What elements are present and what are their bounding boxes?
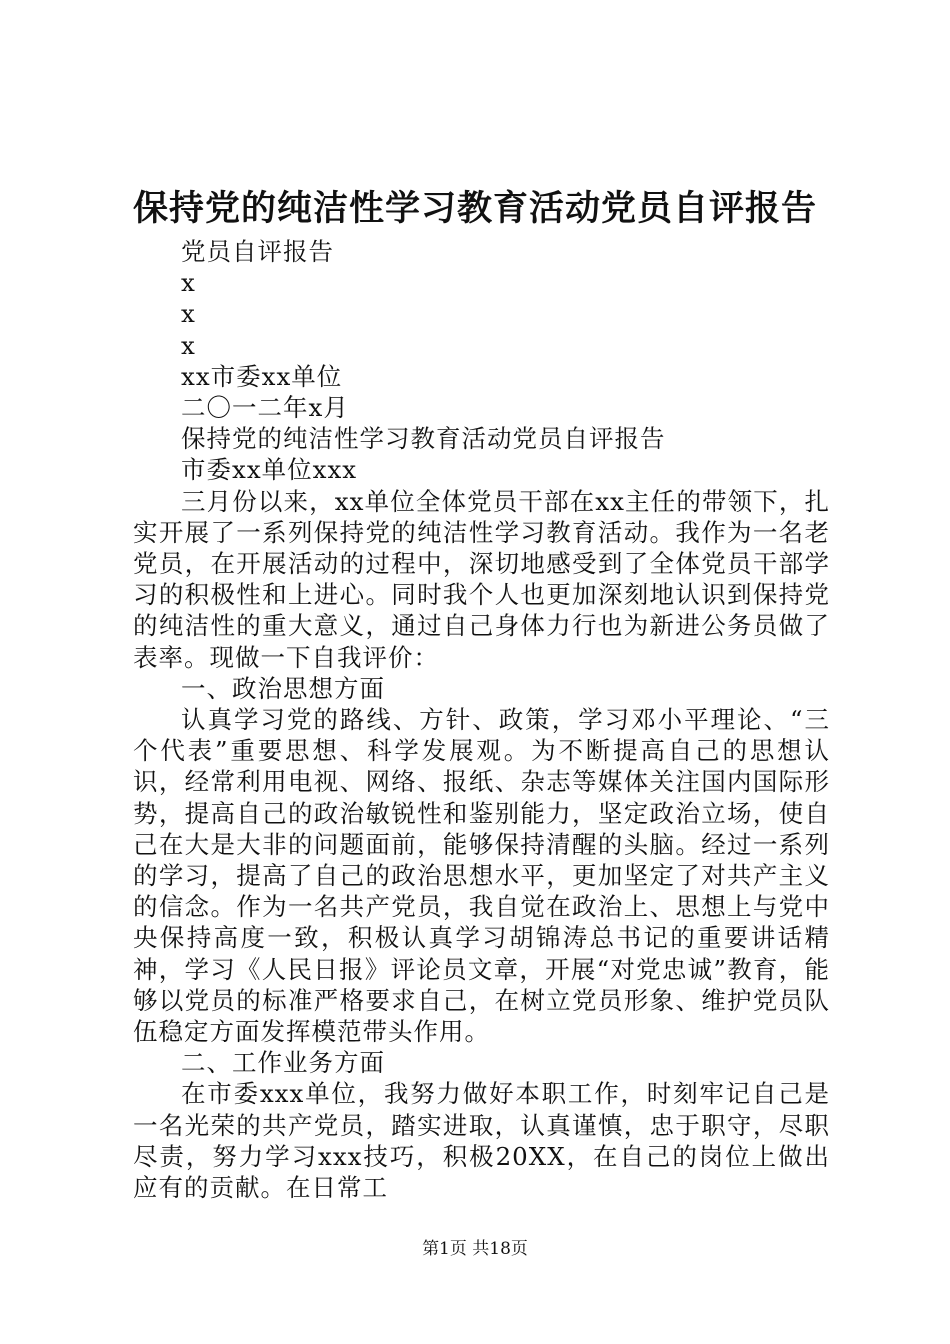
header-line-placeholder: x [181,268,196,298]
section-heading-work: 二、工作业务方面 [181,1048,385,1078]
header-line-subtitle: 保持党的纯洁性学习教育活动党员自评报告 [181,424,666,454]
section-paragraph-work: 在市委xxx单位，我努力做好本职工作，时刻牢记自己是一名光荣的共产党员，踏实进取，认真谨慎，忠于职守，尽职尽责，努力学习xxx技巧，积极20XX，在自己的岗位上做出应有的贡献。在日常工 [133,1079,830,1203]
document-body [133,236,830,1203]
header-line-placeholder: x [181,330,196,360]
document-title: 保持党的纯洁性学习教育活动党员自评报告 [132,188,817,229]
section-heading-political: 一、政治思想方面 [181,673,385,703]
header-line-placeholder: x [181,299,196,329]
header-line-author: 市委xx单位xxx [181,455,358,485]
section-paragraph-political: 认真学习党的路线、方针、政策，学习邓小平理论、“三个代表”重要思想、科学发展观。为不断提高自己的思想认识，经常利用电视、网络、报纸、杂志等媒体关注国内国际形势，提高自己的政治敏锐性和鉴别能力，坚定政治立场，使自己在大是大非的问题面前，能够保持清醒的头脑。经过一系列的学习，提高了自己的政治思想水平，更加坚定了对共产主义的信念。作为一名共产党员，我自觉在政治上、思想上与党中央保持高度一致，积极认真学习胡锦涛总书记的重要讲话精神，学习《人民日报》评论员文章，开展“对党忠诚”教育，能够以党员的标准严格要求自己，在树立党员形象、维护党员队伍稳定方面发挥模范带头作用。 [133,705,830,1047]
header-line-organization: xx市委xx单位 [181,361,343,391]
page-number-footer: 第1页 共18页 [422,1239,528,1259]
header-line-date: 二〇一二年x月 [181,393,349,423]
intro-paragraph: 三月份以来，xx单位全体党员干部在xx主任的带领下，扎实开展了一系列保持党的纯洁性学习教育活动。我作为一名老党员，在开展活动的过程中，深切地感受到了全体党员干部学习的积极性和上进心。同时我个人也更加深刻地认识到保持党的纯洁性的重大意义，通过自己身体力行也为新进公务员做了表率。现做一下自我评价： [133,486,830,672]
header-line-report-type: 党员自评报告 [181,237,334,266]
